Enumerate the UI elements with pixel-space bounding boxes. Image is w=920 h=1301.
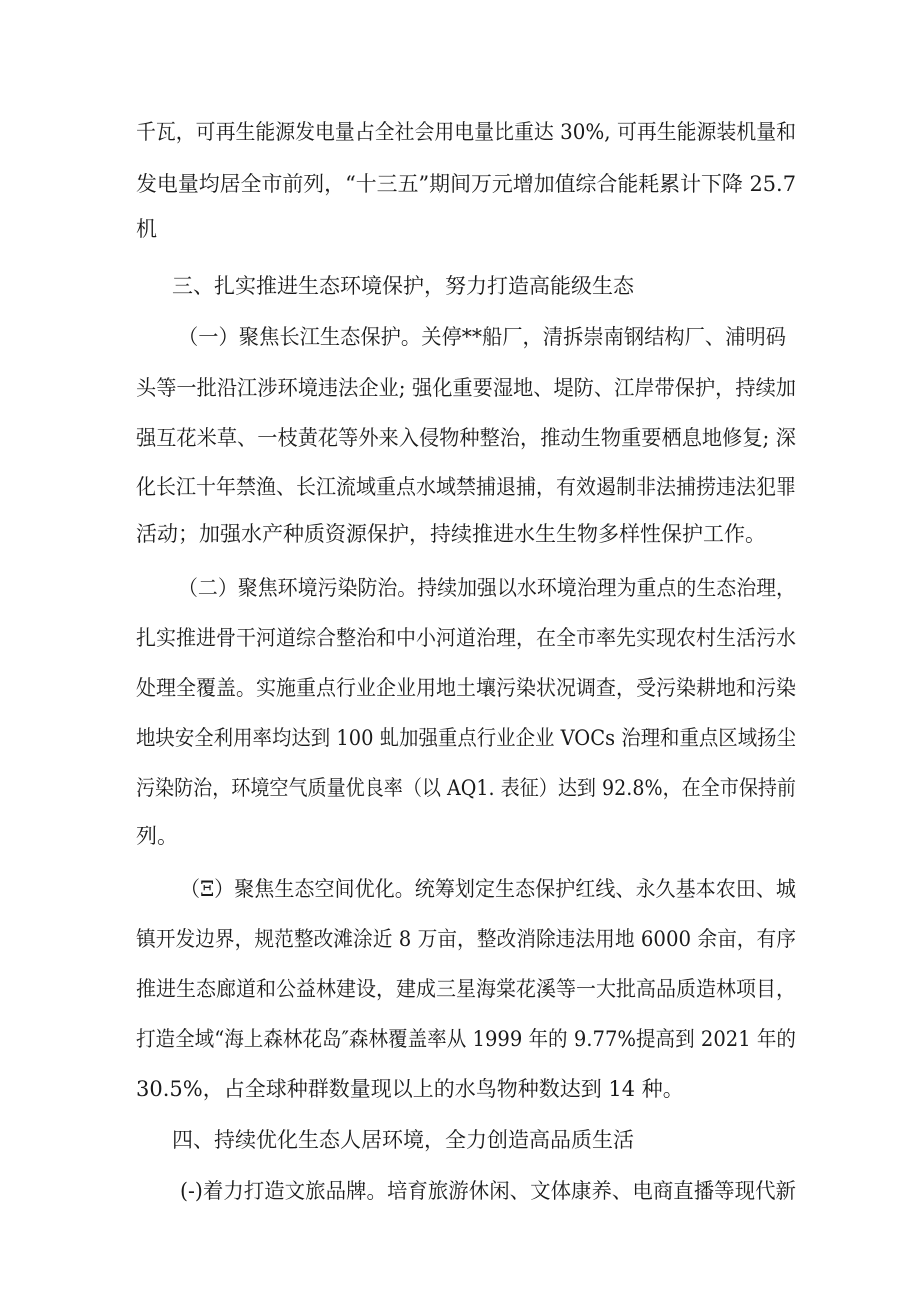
paragraph-line: （二）聚焦环境污染防治。持续加强以水环境治理为重点的生态治理， [178,576,796,600]
paragraph-line: 列。 [136,824,178,848]
paragraph-line: 化长江十年禁渔、长江流域重点水域禁捕退捕，有效遏制非法捕捞违法犯罪 [136,475,796,499]
paragraph-line: 30.5%，占全球种群数量现以上的水鸟物种数达到 14 种。 [136,1077,684,1101]
paragraph-line: 机 [136,217,157,241]
paragraph-line: 活动；加强水产种质资源保护，持续推进水生生物多样性保护工作。 [136,522,766,546]
section-heading: 三、扎实推进生态环境保护，努力打造高能级生态 [172,274,634,298]
paragraph-line: (-)着力打造文旅品牌。培育旅游休闲、文体康养、电商直播等现代新 [180,1179,796,1203]
paragraph-line: 地块安全利用率均达到 100 虬加强重点行业企业 VOCs 治理和重点区域扬尘 [136,726,796,750]
paragraph-line: 千瓦，可再生能源发电量占全社会用电量比重达 30%, 可再生能源装机量和 [136,120,796,144]
paragraph-line: 打造全域“海上森林花岛″森林覆盖率从 1999 年的 9.77%提高到 2021 年的 [136,1027,796,1051]
paragraph-line: （Ξ）聚焦生态空间优化。统筹划定生态保护红线、永久基本农田、城 [180,877,796,901]
section-heading: 四、持续优化生态人居环境，全力创造高品质生活 [172,1128,634,1152]
paragraph-line: 污染防治，环境空气质量优良率（以 AQ1. 表征）达到 92.8%，在全市保持前 [136,776,796,800]
paragraph-line: 强互花米草、一枝黄花等外来入侵物种整治，推动生物重要栖息地修复; 深 [136,426,796,450]
paragraph-line: 镇开发边界，规范整改滩涂近 8 万亩，整改消除违法用地 6000 余亩，有序 [136,927,796,951]
paragraph-line: 推进生态廊道和公益林建设，建成三星海棠花溪等一大批高品质造林项目， [136,977,796,1001]
paragraph-line: 处理全覆盖。实施重点行业企业用地土壤污染状况调查，受污染耕地和污染 [136,676,796,700]
paragraph-line: 发电量均居全市前列，“十三五”期间万元增加值综合能耗累计下降 25.7 [136,172,796,196]
paragraph-line: （一）聚焦长江生态保护。关停**船厂，清拆崇南钢结构厂、浦明码 [178,325,786,349]
paragraph-line: 头等一批沿江涉环境违法企业; 强化重要湿地、堤防、江岸带保护，持续加 [136,376,796,400]
paragraph-line: 扎实推进骨干河道综合整治和中小河道治理，在全市率先实现农村生活污水 [136,626,796,650]
